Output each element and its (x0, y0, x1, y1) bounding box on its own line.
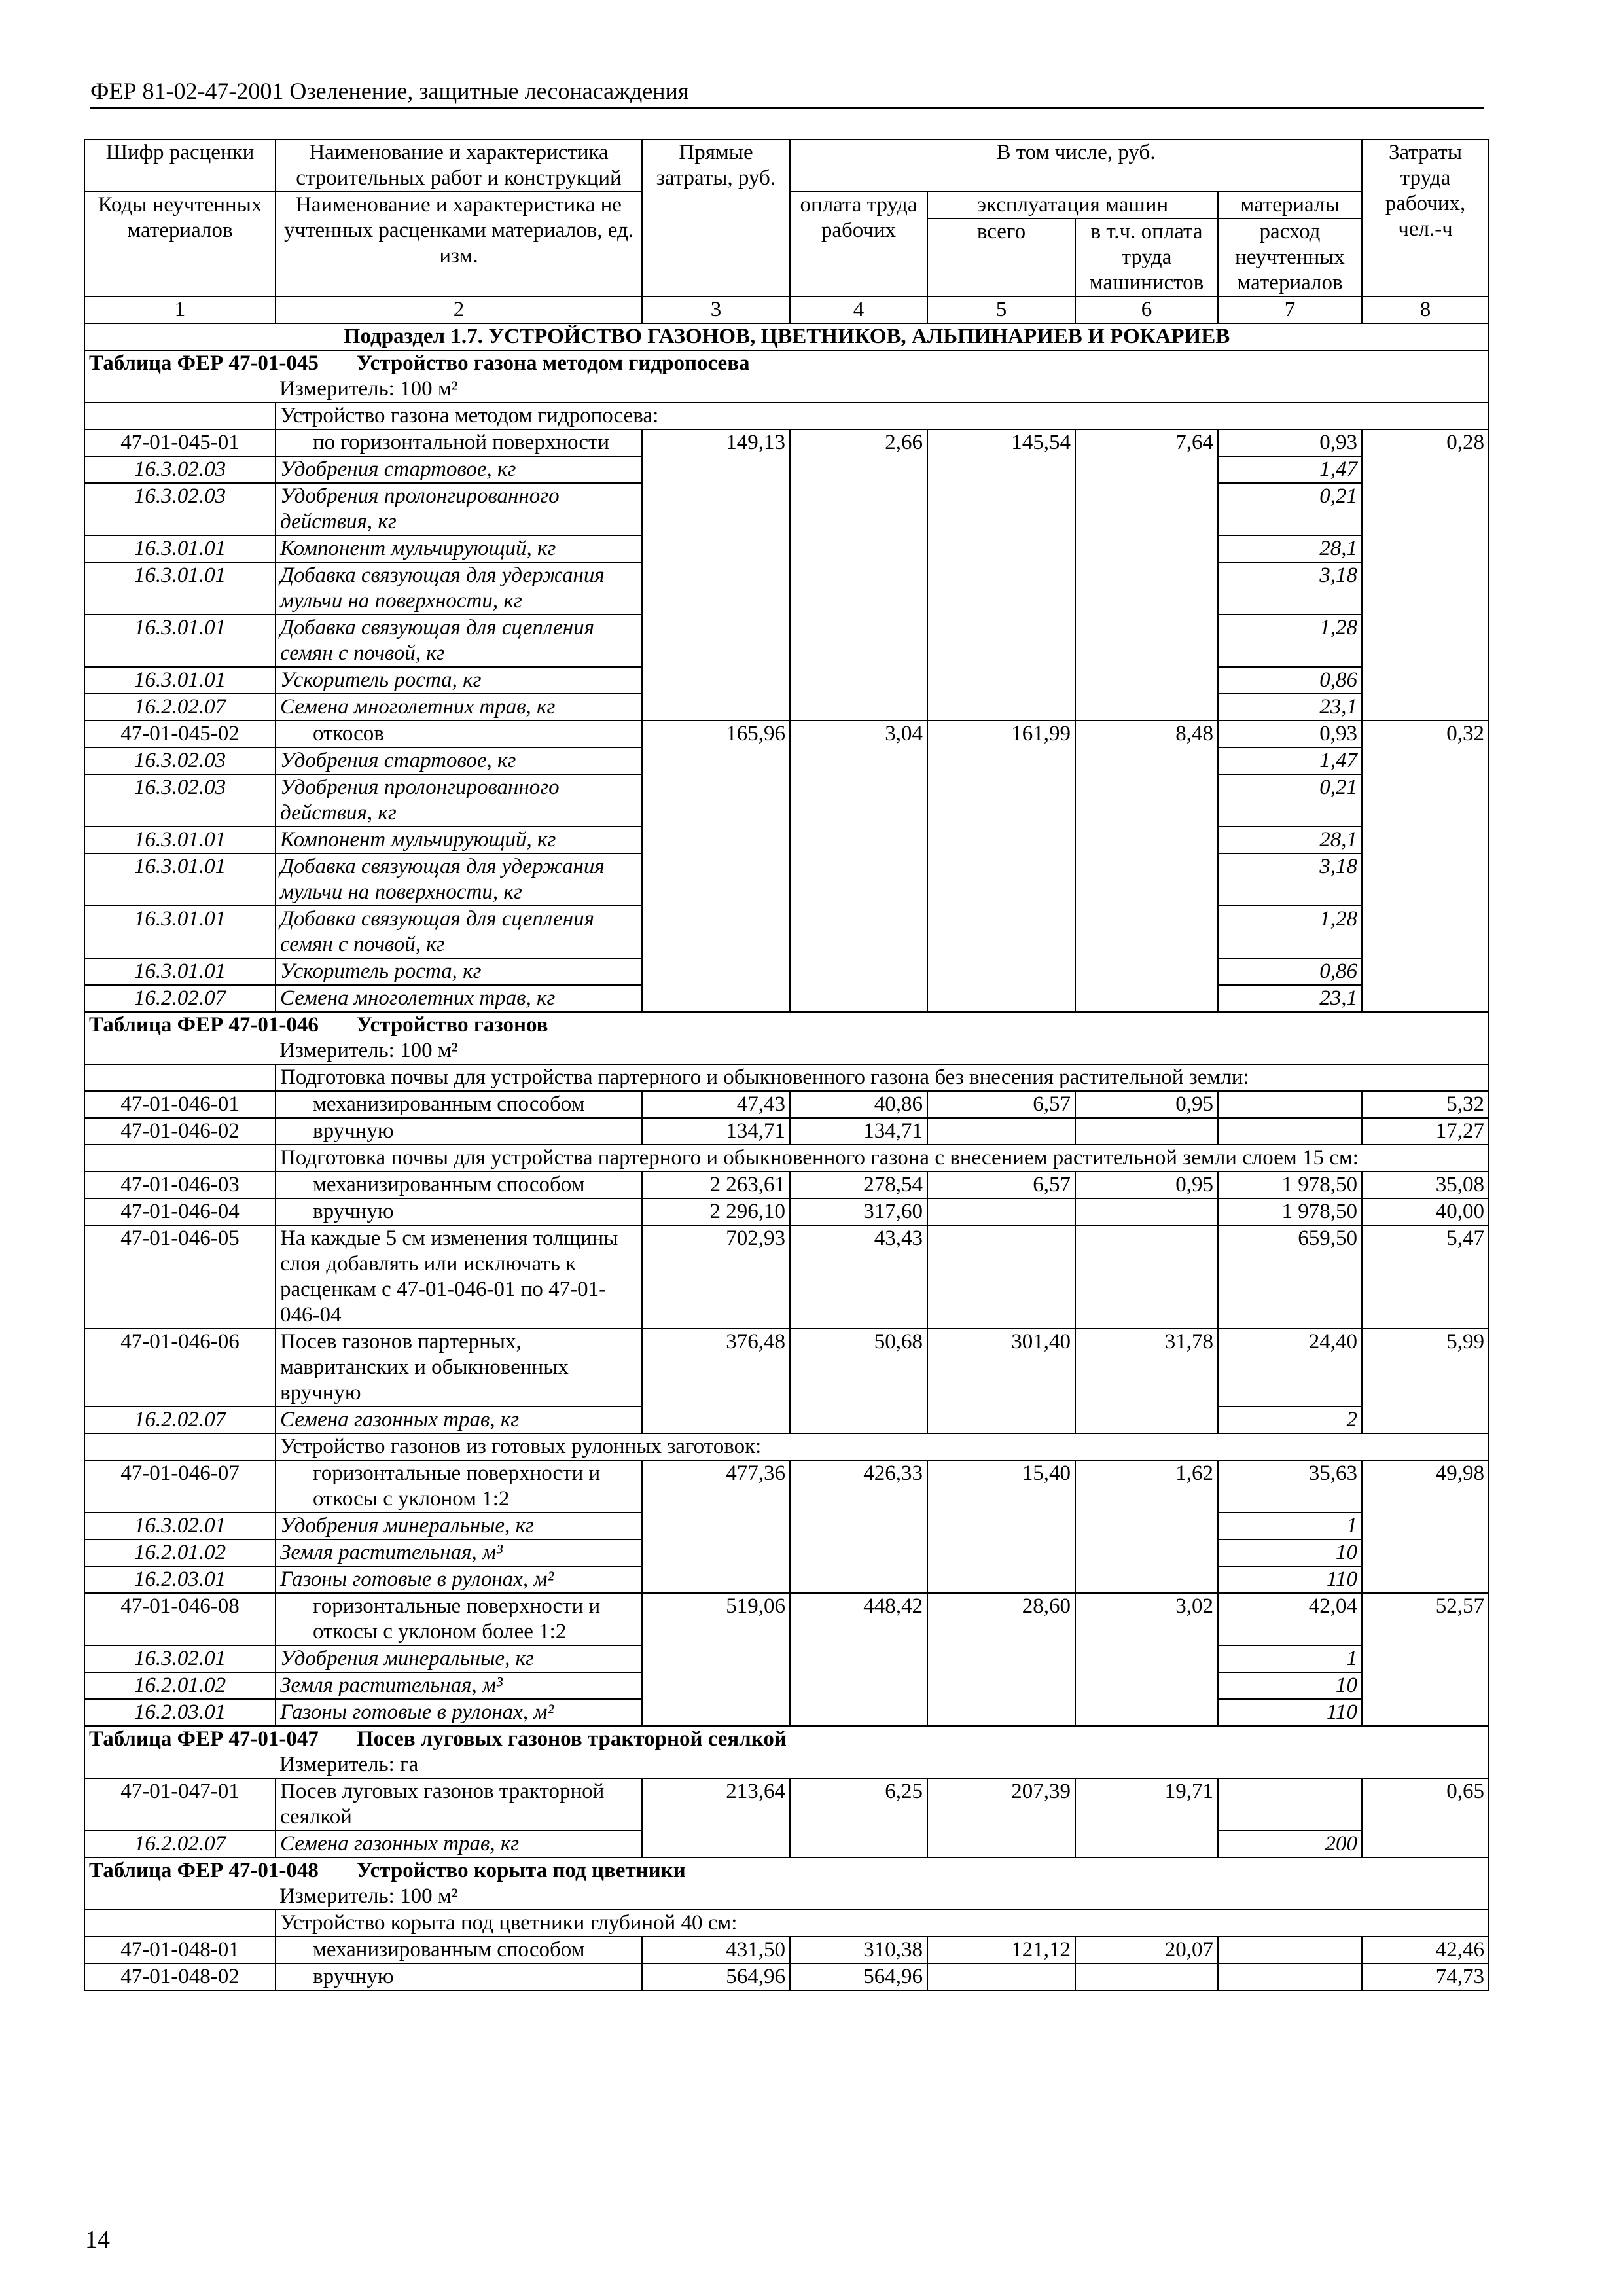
table-title (84, 350, 1489, 376)
col-num: 4 (790, 296, 927, 323)
material-name: Компонент мульчирующий, кг (276, 827, 642, 853)
cell-direct: 2 296,10 (642, 1198, 790, 1225)
cell-materials: 659,50 (1218, 1225, 1362, 1329)
column-numbers-row (84, 296, 1489, 323)
cell-labor: 5,47 (1362, 1225, 1489, 1329)
material-name: Добавка связующая для удержания мульчи на поверхности, кг (276, 853, 642, 906)
material-code: 16.2.03.01 (84, 1699, 276, 1726)
material-amount: 23,1 (1218, 985, 1362, 1012)
material-code: 16.3.02.03 (84, 774, 276, 827)
cell-machinists: 3,02 (1075, 1593, 1218, 1726)
cell-labor: 5,99 (1362, 1329, 1489, 1433)
meter: Измеритель: 100 м² (276, 1038, 1489, 1064)
rate-name: горизонтальные поверхности и откосы с уклоном 1:2 (276, 1460, 642, 1513)
col-num: 3 (642, 296, 790, 323)
cell-labor: 49,98 (1362, 1460, 1489, 1593)
rate-code: 47-01-046-08 (84, 1593, 276, 1645)
material-name: Удобрения пролонгированного действия, кг (276, 483, 642, 535)
table-number: Таблица ФЕР 47-01-045 (89, 351, 319, 375)
material-name: Земля растительная, м³ (276, 1539, 642, 1566)
material-code: 16.3.01.01 (84, 535, 276, 562)
table-row (84, 721, 1489, 747)
table-title (84, 1857, 1489, 1884)
cell-materials (1218, 1937, 1362, 1964)
material-name: Удобрения минеральные, кг (276, 1645, 642, 1672)
cell-machinists (1075, 1118, 1218, 1145)
cell-pay: 564,96 (790, 1964, 927, 1990)
rate-code: 47-01-048-01 (84, 1937, 276, 1964)
page-number: 14 (85, 2226, 110, 2253)
material-code: 16.3.01.01 (84, 958, 276, 985)
cell-direct: 213,64 (642, 1778, 790, 1857)
material-code: 16.3.02.01 (84, 1645, 276, 1672)
cell-labor: 35,08 (1362, 1172, 1489, 1198)
cell-labor: 42,46 (1362, 1937, 1489, 1964)
cell-pay: 317,60 (790, 1198, 927, 1225)
rate-code: 47-01-046-06 (84, 1329, 276, 1407)
rate-code: 47-01-047-01 (84, 1778, 276, 1831)
cell-machines: 28,60 (927, 1593, 1075, 1726)
rate-code: 47-01-046-07 (84, 1460, 276, 1513)
material-code: 16.2.03.01 (84, 1566, 276, 1593)
cell-pay: 40,86 (790, 1091, 927, 1118)
col-code-header: Шифр расценки (84, 139, 276, 192)
material-code: 16.2.02.07 (84, 694, 276, 721)
rate-code: 47-01-046-03 (84, 1172, 276, 1198)
material-code: 16.3.02.03 (84, 456, 276, 483)
table-row (84, 1225, 1489, 1329)
table-title (84, 1012, 1489, 1038)
rate-name: Посев газонов партерных, мавританских и обыкновенных вручную (276, 1329, 642, 1407)
cell-machines: 6,57 (927, 1172, 1075, 1198)
material-amount: 0,21 (1218, 774, 1362, 827)
cell-pay: 2,66 (790, 429, 927, 721)
material-name: Добавка связующая для сцепления семян с почвой, кг (276, 906, 642, 958)
material-name: Удобрения стартовое, кг (276, 747, 642, 774)
material-name: Газоны готовые в рулонах, м² (276, 1566, 642, 1593)
material-amount: 10 (1218, 1539, 1362, 1566)
material-amount: 1,47 (1218, 456, 1362, 483)
col-direct-header: Прямые затраты, руб. (642, 139, 790, 296)
cell-direct: 165,96 (642, 721, 790, 1012)
material-code: 16.3.01.01 (84, 906, 276, 958)
material-code: 16.3.02.03 (84, 747, 276, 774)
col-num: 7 (1218, 296, 1362, 323)
col-num: 8 (1362, 296, 1489, 323)
material-name: Удобрения пролонгированного действия, кг (276, 774, 642, 827)
cell-machinists: 7,64 (1075, 429, 1218, 721)
material-amount: 0,86 (1218, 667, 1362, 694)
table-row (84, 1091, 1489, 1118)
cell-machines (927, 1225, 1075, 1329)
cell-pay: 3,04 (790, 721, 927, 1012)
material-code: 16.3.02.03 (84, 483, 276, 535)
cell-materials: 1 978,50 (1218, 1198, 1362, 1225)
cell-machines: 207,39 (927, 1778, 1075, 1857)
cell-direct: 702,93 (642, 1225, 790, 1329)
cell-direct: 477,36 (642, 1460, 790, 1593)
group-title: Устройство газонов из готовых рулонных заготовок: (276, 1433, 1489, 1460)
cell-machines: 161,99 (927, 721, 1075, 1012)
cell-pay: 426,33 (790, 1460, 927, 1593)
cell-labor: 17,27 (1362, 1118, 1489, 1145)
meter: Измеритель: га (276, 1752, 1489, 1778)
col-name2-header: Наименование и характеристика не учтенных расценками материалов, ед. изм. (276, 192, 642, 296)
cell-machines: 6,57 (927, 1091, 1075, 1118)
cell-direct: 134,71 (642, 1118, 790, 1145)
cell-pay: 134,71 (790, 1118, 927, 1145)
cell-machinists: 8,48 (1075, 721, 1218, 1012)
cell-materials: 0,93 (1218, 429, 1362, 456)
cell-machinists: 1,62 (1075, 1460, 1218, 1593)
cell-machines: 145,54 (927, 429, 1075, 721)
material-code: 16.2.02.07 (84, 1407, 276, 1433)
table-row (84, 1460, 1489, 1513)
material-name: Земля растительная, м³ (276, 1672, 642, 1699)
rate-name: вручную (276, 1118, 642, 1145)
cell-machines (927, 1964, 1075, 1990)
table-row (84, 1118, 1489, 1145)
material-code: 16.2.02.07 (84, 985, 276, 1012)
material-amount: 28,1 (1218, 827, 1362, 853)
table-row (84, 1964, 1489, 1990)
cell-labor: 52,57 (1362, 1593, 1489, 1726)
material-name: Семена многолетних трав, кг (276, 985, 642, 1012)
col-machines-header: эксплуатация машин (927, 192, 1218, 219)
material-amount: 3,18 (1218, 562, 1362, 615)
cell-direct: 564,96 (642, 1964, 790, 1990)
group-title: Подготовка почвы для устройства партерного и обыкновенного газона с внесением растительной земли слоем 15 см: (276, 1145, 1489, 1172)
material-code: 16.3.01.01 (84, 853, 276, 906)
material-amount: 1 (1218, 1645, 1362, 1672)
material-code: 16.3.01.01 (84, 827, 276, 853)
material-code: 16.3.02.01 (84, 1513, 276, 1539)
material-name: Добавка связующая для удержания мульчи на поверхности, кг (276, 562, 642, 615)
material-name: Удобрения минеральные, кг (276, 1513, 642, 1539)
rate-name: На каждые 5 см изменения толщины слоя добавлять или исключать к расценкам с 47-01-046-01 по 47-01-046-04 (276, 1225, 642, 1329)
cell-machinists: 20,07 (1075, 1937, 1218, 1964)
cell-machinists (1075, 1964, 1218, 1990)
cell-direct: 149,13 (642, 429, 790, 721)
material-amount: 200 (1218, 1831, 1362, 1857)
material-code: 16.2.02.07 (84, 1831, 276, 1857)
cell-direct: 376,48 (642, 1329, 790, 1433)
cell-machinists (1075, 1198, 1218, 1225)
cell-pay: 448,42 (790, 1593, 927, 1726)
table-title (84, 1726, 1489, 1752)
material-amount: 110 (1218, 1566, 1362, 1593)
col-total-header: всего (927, 219, 1075, 296)
material-code: 16.3.01.01 (84, 562, 276, 615)
table-name: Устройство корыта под цветники (356, 1859, 686, 1882)
meter: Измеритель: 100 м² (276, 1884, 1489, 1910)
material-name: Удобрения стартовое, кг (276, 456, 642, 483)
table-number: Таблица ФЕР 47-01-046 (89, 1013, 319, 1037)
material-name: Ускоритель роста, кг (276, 667, 642, 694)
col-materials-header: материалы (1218, 192, 1362, 219)
col-name-header: Наименование и характеристика строительных работ и конструкций (276, 139, 642, 192)
cell-machinists: 19,71 (1075, 1778, 1218, 1857)
material-amount: 1 (1218, 1513, 1362, 1539)
rate-code: 47-01-046-02 (84, 1118, 276, 1145)
price-table (84, 139, 1489, 1991)
group-title: Подготовка почвы для устройства партерного и обыкновенного газона без внесения растительной земли: (276, 1064, 1489, 1091)
material-amount: 0,21 (1218, 483, 1362, 535)
material-amount: 23,1 (1218, 694, 1362, 721)
material-name: Добавка связующая для сцепления семян с почвой, кг (276, 615, 642, 667)
material-amount: 3,18 (1218, 853, 1362, 906)
rate-name: по горизонтальной поверхности (276, 429, 642, 456)
col-num: 1 (84, 296, 276, 323)
rate-name: механизированным способом (276, 1937, 642, 1964)
table-row (84, 1937, 1489, 1964)
material-amount: 110 (1218, 1699, 1362, 1726)
cell-pay: 310,38 (790, 1937, 927, 1964)
cell-machines: 121,12 (927, 1937, 1075, 1964)
subsection-title: Подраздел 1.7. УСТРОЙСТВО ГАЗОНОВ, ЦВЕТНИКОВ, АЛЬПИНАРИЕВ И РОКАРИЕВ (84, 323, 1489, 350)
material-amount: 28,1 (1218, 535, 1362, 562)
material-name: Газоны готовые в рулонах, м² (276, 1699, 642, 1726)
meter: Измеритель: 100 м² (276, 376, 1489, 403)
table-row (84, 1329, 1489, 1407)
material-code: 16.2.01.02 (84, 1539, 276, 1566)
rate-name: Посев луговых газонов тракторной сеялкой (276, 1778, 642, 1831)
material-name: Семена многолетних трав, кг (276, 694, 642, 721)
material-amount: 2 (1218, 1407, 1362, 1433)
material-code: 16.3.01.01 (84, 667, 276, 694)
rate-code: 47-01-048-02 (84, 1964, 276, 1990)
cell-machinists: 0,95 (1075, 1172, 1218, 1198)
cell-machines (927, 1198, 1075, 1225)
page-header: ФЕР 81-02-47-2001 Озеленение, защитные лесонасаждения (90, 77, 1484, 109)
col-num: 5 (927, 296, 1075, 323)
cell-pay: 50,68 (790, 1329, 927, 1433)
cell-materials (1218, 1091, 1362, 1118)
table-row (84, 1593, 1489, 1645)
table-name: Посев луговых газонов тракторной сеялкой (356, 1727, 787, 1751)
table-row (84, 1172, 1489, 1198)
cell-labor: 0,65 (1362, 1778, 1489, 1857)
cell-direct: 47,43 (642, 1091, 790, 1118)
cell-materials: 24,40 (1218, 1329, 1362, 1407)
cell-materials: 42,04 (1218, 1593, 1362, 1645)
col-num: 2 (276, 296, 642, 323)
cell-machinists (1075, 1225, 1218, 1329)
cell-materials: 0,93 (1218, 721, 1362, 747)
table-row (84, 1778, 1489, 1831)
rate-code: 47-01-045-01 (84, 429, 276, 456)
rate-code: 47-01-046-04 (84, 1198, 276, 1225)
material-amount: 10 (1218, 1672, 1362, 1699)
rate-code: 47-01-046-05 (84, 1225, 276, 1329)
material-code: 16.2.01.02 (84, 1672, 276, 1699)
table-row (84, 429, 1489, 456)
cell-materials: 1 978,50 (1218, 1172, 1362, 1198)
rate-name: вручную (276, 1964, 642, 1990)
cell-pay: 43,43 (790, 1225, 927, 1329)
cell-materials (1218, 1778, 1362, 1831)
table-number: Таблица ФЕР 47-01-047 (89, 1727, 319, 1751)
cell-machines (927, 1118, 1075, 1145)
rate-code: 47-01-046-01 (84, 1091, 276, 1118)
material-amount: 0,86 (1218, 958, 1362, 985)
cell-direct: 431,50 (642, 1937, 790, 1964)
rate-name: вручную (276, 1198, 642, 1225)
material-name: Семена газонных трав, кг (276, 1831, 642, 1857)
material-name: Семена газонных трав, кг (276, 1407, 642, 1433)
col-machinists-header: в т.ч. оплата труда машинистов (1075, 219, 1218, 296)
material-code: 16.3.01.01 (84, 615, 276, 667)
table-name: Устройство газона методом гидропосева (356, 351, 750, 375)
cell-labor: 74,73 (1362, 1964, 1489, 1990)
cell-machinists: 31,78 (1075, 1329, 1218, 1433)
material-name: Компонент мульчирующий, кг (276, 535, 642, 562)
material-amount: 1,28 (1218, 906, 1362, 958)
cell-labor: 5,32 (1362, 1091, 1489, 1118)
material-amount: 1,47 (1218, 747, 1362, 774)
col-pay-header: оплата труда рабочих (790, 192, 927, 296)
rate-name: откосов (276, 721, 642, 747)
col-num: 6 (1075, 296, 1218, 323)
cell-labor: 0,32 (1362, 721, 1489, 1012)
rate-code: 47-01-045-02 (84, 721, 276, 747)
rate-name: горизонтальные поверхности и откосы с уклоном более 1:2 (276, 1593, 642, 1645)
cell-machines: 301,40 (927, 1329, 1075, 1433)
material-name: Ускоритель роста, кг (276, 958, 642, 985)
col-codes-header: Коды неучтенных материалов (84, 192, 276, 296)
cell-pay: 278,54 (790, 1172, 927, 1198)
table-header-row (84, 139, 1489, 192)
cell-materials (1218, 1118, 1362, 1145)
material-amount: 1,28 (1218, 615, 1362, 667)
col-incl-header: В том числе, руб. (790, 139, 1362, 192)
cell-pay: 6,25 (790, 1778, 927, 1857)
cell-machines: 15,40 (927, 1460, 1075, 1593)
rate-name: механизированным способом (276, 1172, 642, 1198)
col-consumption-header: расход неучтенных материалов (1218, 219, 1362, 296)
cell-labor: 0,28 (1362, 429, 1489, 721)
table-number: Таблица ФЕР 47-01-048 (89, 1859, 319, 1882)
cell-direct: 2 263,61 (642, 1172, 790, 1198)
group-title: Устройство газона методом гидропосева: (276, 403, 1489, 429)
cell-labor: 40,00 (1362, 1198, 1489, 1225)
cell-machinists: 0,95 (1075, 1091, 1218, 1118)
cell-direct: 519,06 (642, 1593, 790, 1726)
cell-materials (1218, 1964, 1362, 1990)
table-name: Устройство газонов (356, 1013, 548, 1037)
col-labor-header: Затраты труда рабочих, чел.-ч (1362, 139, 1489, 296)
table-row (84, 1198, 1489, 1225)
cell-materials: 35,63 (1218, 1460, 1362, 1513)
group-title: Устройство корыта под цветники глубиной 40 см: (276, 1910, 1489, 1937)
rate-name: механизированным способом (276, 1091, 642, 1118)
